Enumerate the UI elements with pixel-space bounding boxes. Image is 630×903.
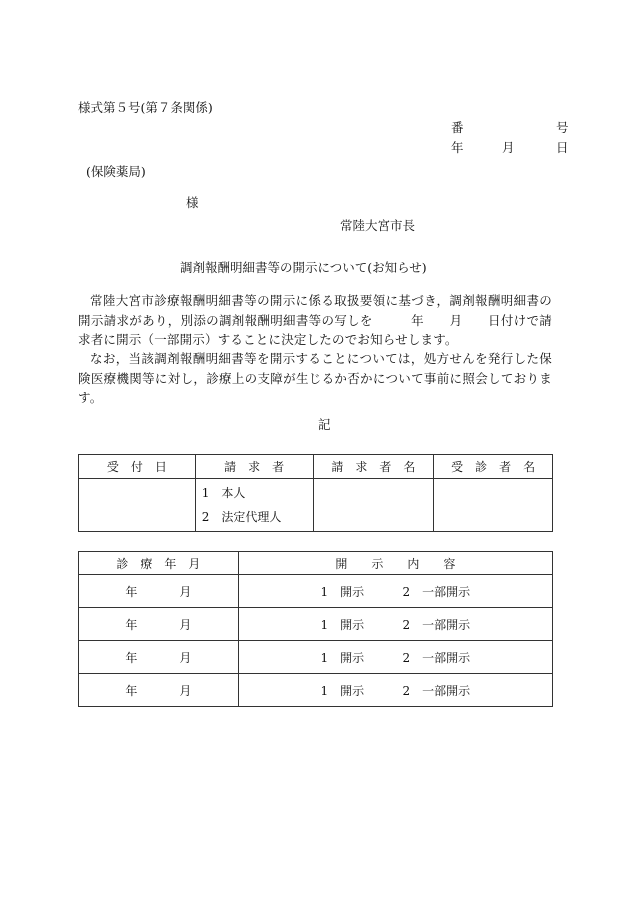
- disclosure-content-cell: [238, 575, 552, 608]
- header-requester-name: 請 求 者 名: [313, 455, 434, 479]
- option-disclose: 1 開示: [320, 650, 365, 665]
- patient-name-cell: [434, 479, 553, 532]
- treatment-month-cell: [79, 575, 239, 608]
- document-title: 調剤報酬明細書等の開示について(お知らせ): [180, 260, 427, 275]
- treatment-month-cell: [79, 608, 239, 641]
- header-reception-date: 受 付 日: [79, 455, 196, 479]
- month-label: 月: [179, 617, 192, 632]
- option-disclose: 1 開示: [320, 584, 365, 599]
- header-patient-name: 受 診 者 名: [434, 455, 553, 479]
- recipient-honorific: 様: [186, 195, 199, 210]
- body-paragraph-2: なお，当該調剤報酬明細書等を開示することについては，処方せんを発行した保険医療機関等に対し，診療上の支障が生じるか否かについて事前に照会しております。: [78, 351, 552, 405]
- body-paragraph-1: 常陸大宮市診療報酬明細書等の開示に係る取扱要領に基づき，調剤報酬明細書の開示請求があり，別添の調剤報酬明細書等の写しを 年 月 日付けで請求者に開示（一部開示）することに決定したのでお知らせします。: [78, 293, 552, 347]
- month-label: 月: [179, 584, 192, 599]
- ki-marker: 記: [318, 417, 331, 432]
- month-label: 月: [179, 650, 192, 665]
- header-treatment-month: 診 療 年 月: [79, 552, 239, 575]
- treatment-month-cell: [79, 641, 239, 674]
- option-partial-disclose: 2 一部開示: [402, 650, 471, 665]
- disclosure-table: [78, 551, 553, 707]
- treatment-month-cell: [79, 674, 239, 707]
- disclosure-content-cell: [238, 674, 552, 707]
- table-row: [79, 575, 553, 608]
- table-row: [79, 608, 553, 641]
- year-label: 年: [125, 617, 138, 632]
- requester-cell: [195, 479, 313, 532]
- disclosure-table-header: [79, 552, 553, 575]
- table-row: [79, 641, 553, 674]
- request-table: [78, 454, 553, 532]
- option-partial-disclose: 2 一部開示: [402, 584, 471, 599]
- number-label-go: 号: [556, 120, 569, 135]
- option-disclose: 1 開示: [320, 683, 365, 698]
- year-label: 年: [125, 683, 138, 698]
- date-month-label: 月: [502, 140, 515, 155]
- request-table-header: [79, 455, 553, 479]
- disclosure-content-cell: [238, 641, 552, 674]
- table-row: [79, 674, 553, 707]
- header-disclosure-content: 開 示 内 容: [238, 552, 552, 575]
- number-label-ban: 番: [451, 120, 464, 135]
- requester-option-self: 1 本人: [201, 486, 246, 500]
- requester-name-cell: [313, 479, 434, 532]
- option-partial-disclose: 2 一部開示: [402, 683, 471, 698]
- requester-option-legal-agent: 2 法定代理人: [201, 510, 282, 524]
- year-label: 年: [125, 650, 138, 665]
- recipient-pharmacy: (保険薬局): [86, 164, 146, 179]
- form-number: 様式第５号(第７条関係): [78, 100, 213, 115]
- option-disclose: 1 開示: [320, 617, 365, 632]
- month-label: 月: [179, 683, 192, 698]
- reception-date-cell: [79, 479, 196, 532]
- date-day-label: 日: [556, 140, 569, 155]
- header-requester: 請 求 者: [195, 455, 313, 479]
- date-year-label: 年: [451, 140, 464, 155]
- disclosure-content-cell: [238, 608, 552, 641]
- sender-mayor: 常陸大宮市長: [340, 218, 416, 233]
- option-partial-disclose: 2 一部開示: [402, 617, 471, 632]
- request-table-row: [79, 479, 553, 532]
- year-label: 年: [125, 584, 138, 599]
